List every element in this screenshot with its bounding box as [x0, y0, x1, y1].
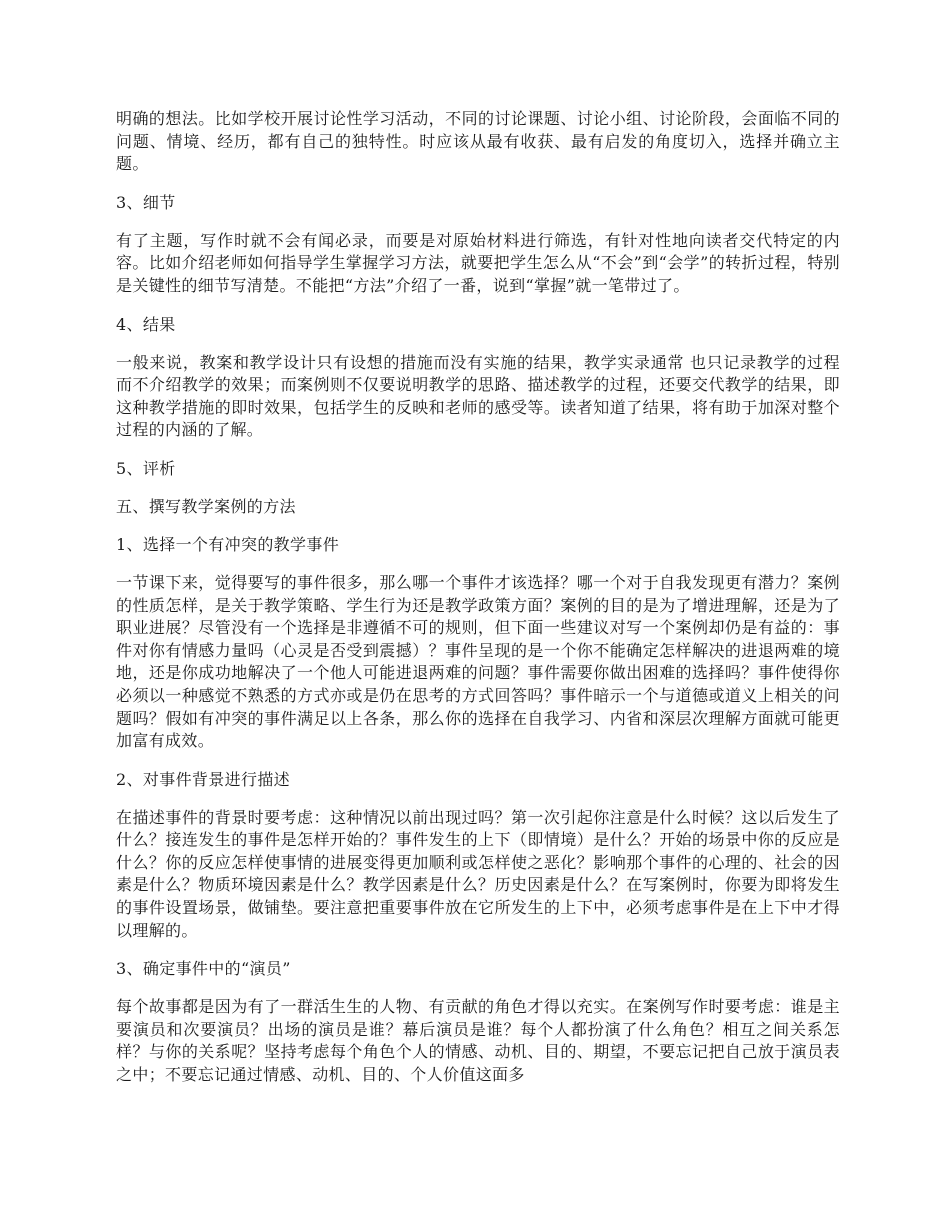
- heading-results: 4、结果: [116, 314, 176, 334]
- heading-details: 3、细节: [116, 192, 176, 212]
- paragraph-results: 一般来说，教案和教学设计只有设想的措施而没有实施的结果，教学实录通常 也只记录教学的过程而不介绍教学的效果；而案例则不仅要说明教学的思路、描述教学的过程，还要交代教学的结果，即这种教学措施的即时效果，包括学生的反映和老师的感受等。读者知道了结果，将有助于加深对整个过程的内涵的了解。: [116, 352, 840, 440]
- document-page: [116, 108, 840, 1087]
- heading-describe-background: 2、对事件背景进行描述: [116, 769, 291, 789]
- paragraph-choose-event: 一节课下来，觉得要写的事件很多，那么哪一个事件才该选择？哪一个对于自我发现更有潜力？案例的性质怎样，是关于教学策略、学生行为还是教学政策方面？案例的目的是为了增进理解，还是为了职业进展？尽管没有一个选择是非遵循不可的规则，但下面一些建议对写一个案例却仍是有益的：事件对你有情感力量吗（心灵是否受到震撼）？事件呈现的是一个你不能确定怎样解决的进退两难的境地，还是你成功地解决了一个他人可能进退两难的问题？事件需要你做出困难的选择吗？事件使得你必须以一种感觉不熟悉的方式亦或是仍在思考的方式回答吗？事件暗示一个与道德或道义上相关的问题吗？假如有冲突的事件满足以上各条，那么你的选择在自我学习、内省和深层次理解方面就可能更加富有成效。: [116, 572, 840, 751]
- paragraph-details: 有了主题，写作时就不会有闻必录，而要是对原始材料进行筛选，有针对性地向读者交代特定的内容。比如介绍老师如何指导学生掌握学习方法，就要把学生怎么从“不会”到“会学”的转折过程，特别是关键性的细节写清楚。不能把“方法”介绍了一番，说到“掌握”就一笔带过了。: [116, 230, 840, 295]
- heading-section-five: 五、撰写教学案例的方法: [116, 496, 296, 516]
- paragraph-describe-background: 在描述事件的背景时要考虑：这种情况以前出现过吗？第一次引起你注意是什么时候？这以后发生了什么？接连发生的事件是怎样开始的？事件发生的上下（即情境）是什么？开始的场景中你的反应是什么？你的反应怎样使事情的进展变得更加顺利或怎样使之恶化？影响那个事件的心理的、社会的因素是什么？物质环境因素是什么？教学因素是什么？历史因素是什么？在写案例时，你要为即将发生的事件设置场景，做铺垫。要注意把重要事件放在它所发生的上下中，必须考虑事件是在上下中才得以理解的。: [116, 807, 840, 940]
- heading-choose-event: 1、选择一个有冲突的教学事件: [116, 534, 340, 554]
- heading-analysis: 5、评析: [116, 458, 176, 478]
- heading-define-actors: 3、确定事件中的“演员”: [116, 959, 291, 979]
- paragraph-intro-continued: 明确的想法。比如学校开展讨论性学习活动，不同的讨论课题、讨论小组、讨论阶段，会面临不同的问题、情境、经历，都有自己的独特性。时应该从最有收获、最有启发的角度切入，选择并确立主题。: [116, 109, 840, 174]
- paragraph-define-actors: 每个故事都是因为有了一群活生生的人物、有贡献的角色才得以充实。在案例写作时要考虑：谁是主要演员和次要演员？出场的演员是谁？幕后演员是谁？每个人都扮演了什么角色？相互之间关系怎样？与你的关系呢？坚持考虑每个角色个人的情感、动机、目的、期望，不要忘记把自己放于演员表之中；不要忘记通过情感、动机、目的、个人价值这面多: [116, 997, 840, 1085]
